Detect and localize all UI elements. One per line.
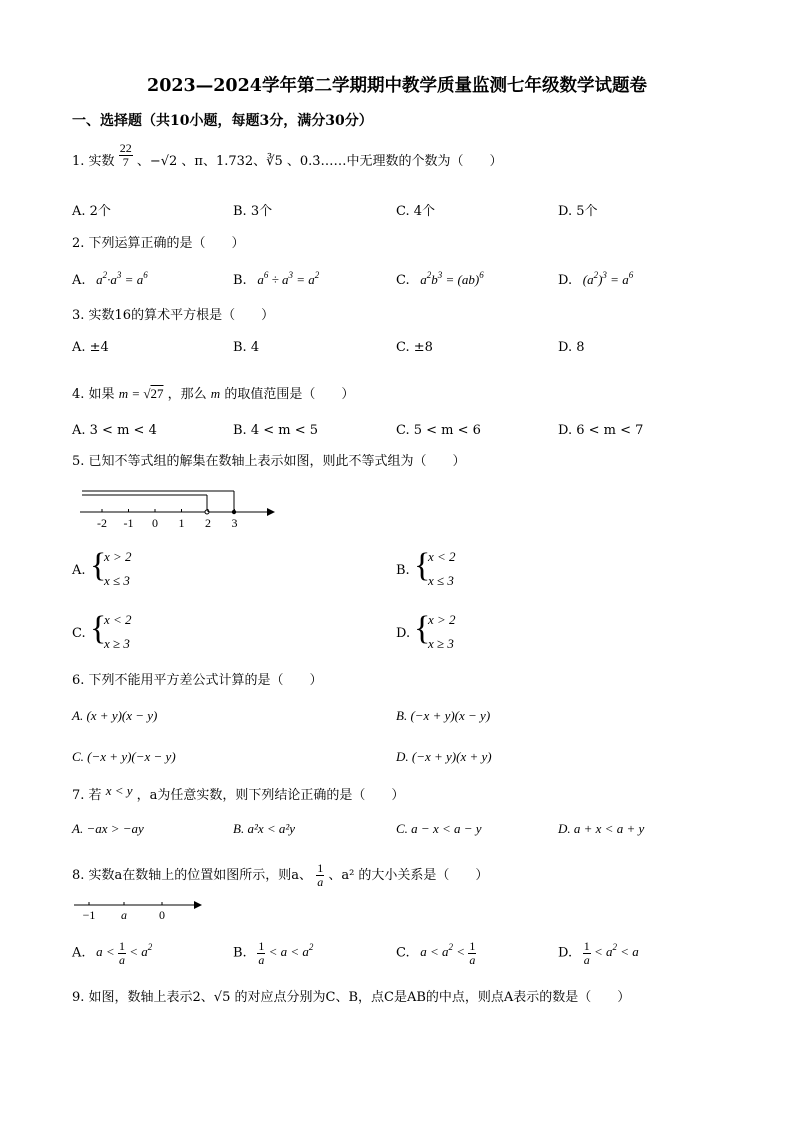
q1-option-c[interactable]: C. 4个 — [396, 204, 436, 219]
q3-option-a[interactable]: A. ±4 — [72, 340, 109, 355]
question-5-stem: 5. 已知不等式组的解集在数轴上表示如图，则此不等式组为（ ） — [72, 454, 466, 469]
q7-option-d[interactable]: D. a + x < a + y — [558, 821, 645, 836]
q8-option-c-label: C. — [396, 945, 410, 961]
q8-recip-fraction: $\frac{1}{a}$ — [317, 861, 324, 889]
q2-option-d-expr: $(a^2)^3 = a^6$ — [576, 270, 634, 287]
q2-option-a-label: A. — [72, 273, 86, 288]
q6-option-c[interactable]: C. (−x + y)(−x − y) — [72, 749, 176, 764]
q1-frac-den: 7 — [122, 155, 129, 169]
q5-option-b[interactable] — [396, 549, 516, 589]
q2-option-b-expr: $a^6 \div a^3 = a^2$ — [250, 270, 320, 287]
q4-stem-c: 的取值范围是（ ） — [224, 387, 355, 402]
q5-option-a[interactable] — [72, 549, 192, 589]
q8-option-d[interactable] — [558, 940, 639, 967]
q2-option-c-label: C. — [396, 273, 410, 288]
q5-option-a-line2: x ≤ 3 — [104, 573, 130, 588]
q6-option-b[interactable]: B. (−x + y)(x − y) — [396, 708, 491, 723]
q5-option-b-label: B. — [396, 563, 410, 578]
q8-option-d-expr: $\frac{1}{a}$ < $a^2 < a$ — [583, 939, 639, 967]
q8-option-d-label: D. — [558, 945, 573, 961]
q3-option-b[interactable]: B. 4 — [233, 340, 260, 355]
q6-option-a[interactable]: A. (x + y)(x − y) — [72, 708, 158, 723]
q7-option-c[interactable]: C. a − x < a − y — [396, 821, 482, 836]
q5-option-b-line1: x < 2 — [428, 549, 456, 564]
q5-option-a-label: A. — [72, 563, 86, 578]
q5-number-line-figure — [72, 484, 282, 530]
q5-option-c-line2: x ≥ 3 — [104, 636, 130, 651]
q8-option-a-expr: a < $\frac{1}{a}$ < $a^2$ — [89, 939, 153, 967]
q2-option-b-label: B. — [233, 273, 247, 288]
q4-condition: m = √27 — [118, 386, 164, 401]
section-heading-choice: 一、选择题（共10小题，每题3分，满分30分） — [72, 113, 373, 129]
q5-tick-label: 2 — [205, 516, 211, 530]
q7-stem-b: ，a为任意实数，则下列结论正确的是（ ） — [136, 788, 405, 803]
q1-fraction — [119, 142, 133, 169]
q5-option-c-line1: x < 2 — [104, 612, 132, 627]
q5-axis-arrow — [267, 508, 275, 516]
q8-option-c-expr: $a < a^2$ < $\frac{1}{a}$ — [413, 939, 476, 967]
q2-option-d[interactable] — [558, 272, 633, 289]
q5-option-a-line1: x > 2 — [104, 549, 132, 564]
q6-option-d[interactable]: D. (−x + y)(x + y) — [396, 749, 492, 764]
q8-option-b[interactable] — [233, 940, 313, 967]
q5-option-d-line2: x ≥ 3 — [428, 636, 454, 651]
q5-option-d-brace: { — [414, 610, 431, 647]
q5-option-c-brace: { — [90, 610, 107, 647]
q2-option-c[interactable] — [396, 272, 484, 289]
q8-option-b-expr: $\frac{1}{a}$ < $a < a^2$ — [258, 939, 314, 967]
exam-title: 2023—2024学年第二学期期中教学质量监测七年级数学试题卷 — [147, 76, 647, 96]
q8-label-0: 0 — [159, 908, 165, 922]
q7-stem-a: 7. 若 — [72, 788, 102, 803]
q7-option-b[interactable]: B. a²x < a²y — [233, 821, 296, 836]
q8-stem-a: 8. 实数a在数轴上的位置如图所示，则a、 — [72, 868, 313, 883]
q2-option-b[interactable] — [233, 272, 319, 289]
q5-option-c[interactable] — [72, 612, 192, 652]
q5-option-b-brace: { — [414, 547, 431, 584]
q3-option-c[interactable]: C. ±8 — [396, 340, 433, 355]
q1-frac-num: 22 — [119, 141, 132, 155]
q2-option-c-expr: $a^2b^3 = (ab)^6$ — [413, 270, 484, 287]
q8-number-line-figure — [72, 896, 212, 924]
q5-option-d-line1: x > 2 — [428, 612, 456, 627]
q5-option-d-label: D. — [396, 626, 411, 641]
q4-option-a[interactable]: A. 3 < m < 4 — [72, 423, 157, 438]
q4-option-c[interactable]: C. 5 < m < 6 — [396, 423, 481, 438]
q8-option-a[interactable] — [72, 940, 152, 967]
question-9-stem: 9. 如图，数轴上表示2、√5 的对应点分别为C、B，点C是AB的中点，则点A表示的数是（ ） — [72, 990, 631, 1005]
q1-option-d[interactable]: D. 5个 — [558, 204, 598, 219]
question-3-stem: 3. 实数16的算术平方根是（ ） — [72, 308, 275, 323]
q4-option-b[interactable]: B. 4 < m < 5 — [233, 423, 319, 438]
q5-tick-label: 3 — [231, 516, 238, 530]
q5-tick-label: -2 — [97, 516, 107, 530]
q4-stem-b: ，那么 — [167, 387, 207, 402]
q8-stem-b: 、a² 的大小关系是（ ） — [328, 868, 489, 883]
question-4-stem — [72, 386, 354, 403]
question-8-stem — [72, 862, 488, 889]
q2-option-a[interactable] — [72, 272, 148, 289]
q8-option-b-label: B. — [233, 945, 247, 961]
q5-tick-label: -1 — [123, 516, 134, 530]
q8-label-a: a — [121, 908, 127, 922]
q5-tick-label: 1 — [178, 516, 185, 530]
q1-items: 、−√2 、π、1.732、∛5 、0.3̇……中无理数的个数为（ ） — [136, 154, 503, 169]
q8-option-c[interactable] — [396, 940, 476, 967]
q4-option-d[interactable]: D. 6 < m < 7 — [558, 423, 644, 438]
q2-option-a-expr: $a^2\cdot a^3 = a^6$ — [89, 270, 148, 287]
q5-option-c-label: C. — [72, 626, 86, 641]
q5-option-b-line2: x ≤ 3 — [428, 573, 454, 588]
question-1-stem — [72, 141, 503, 175]
q8-label-neg1: −1 — [82, 908, 96, 922]
q8-axis-arrow — [194, 901, 202, 909]
question-2-stem: 2. 下列运算正确的是（ ） — [72, 236, 245, 251]
q1-option-a[interactable]: A. 2个 — [72, 204, 111, 219]
q5-option-d[interactable] — [396, 612, 516, 652]
q4-stem-a: 4. 如果 — [72, 387, 115, 402]
q1-option-b[interactable]: B. 3个 — [233, 204, 273, 219]
q3-option-d[interactable]: D. 8 — [558, 340, 585, 355]
q5-option-a-brace: { — [90, 547, 107, 584]
q8-option-a-label: A. — [72, 945, 86, 961]
question-7-stem — [72, 783, 405, 804]
question-6-stem: 6. 下列不能用平方差公式计算的是（ ） — [72, 673, 323, 688]
q4-var-m: m — [210, 386, 221, 401]
q7-condition: x < y — [105, 783, 133, 798]
q1-prefix: 1. 实数 — [72, 154, 115, 169]
q5-tick-label: 0 — [152, 516, 158, 530]
q2-option-d-label: D. — [558, 273, 573, 288]
q7-option-a[interactable]: A. −ax > −ay — [72, 821, 144, 836]
